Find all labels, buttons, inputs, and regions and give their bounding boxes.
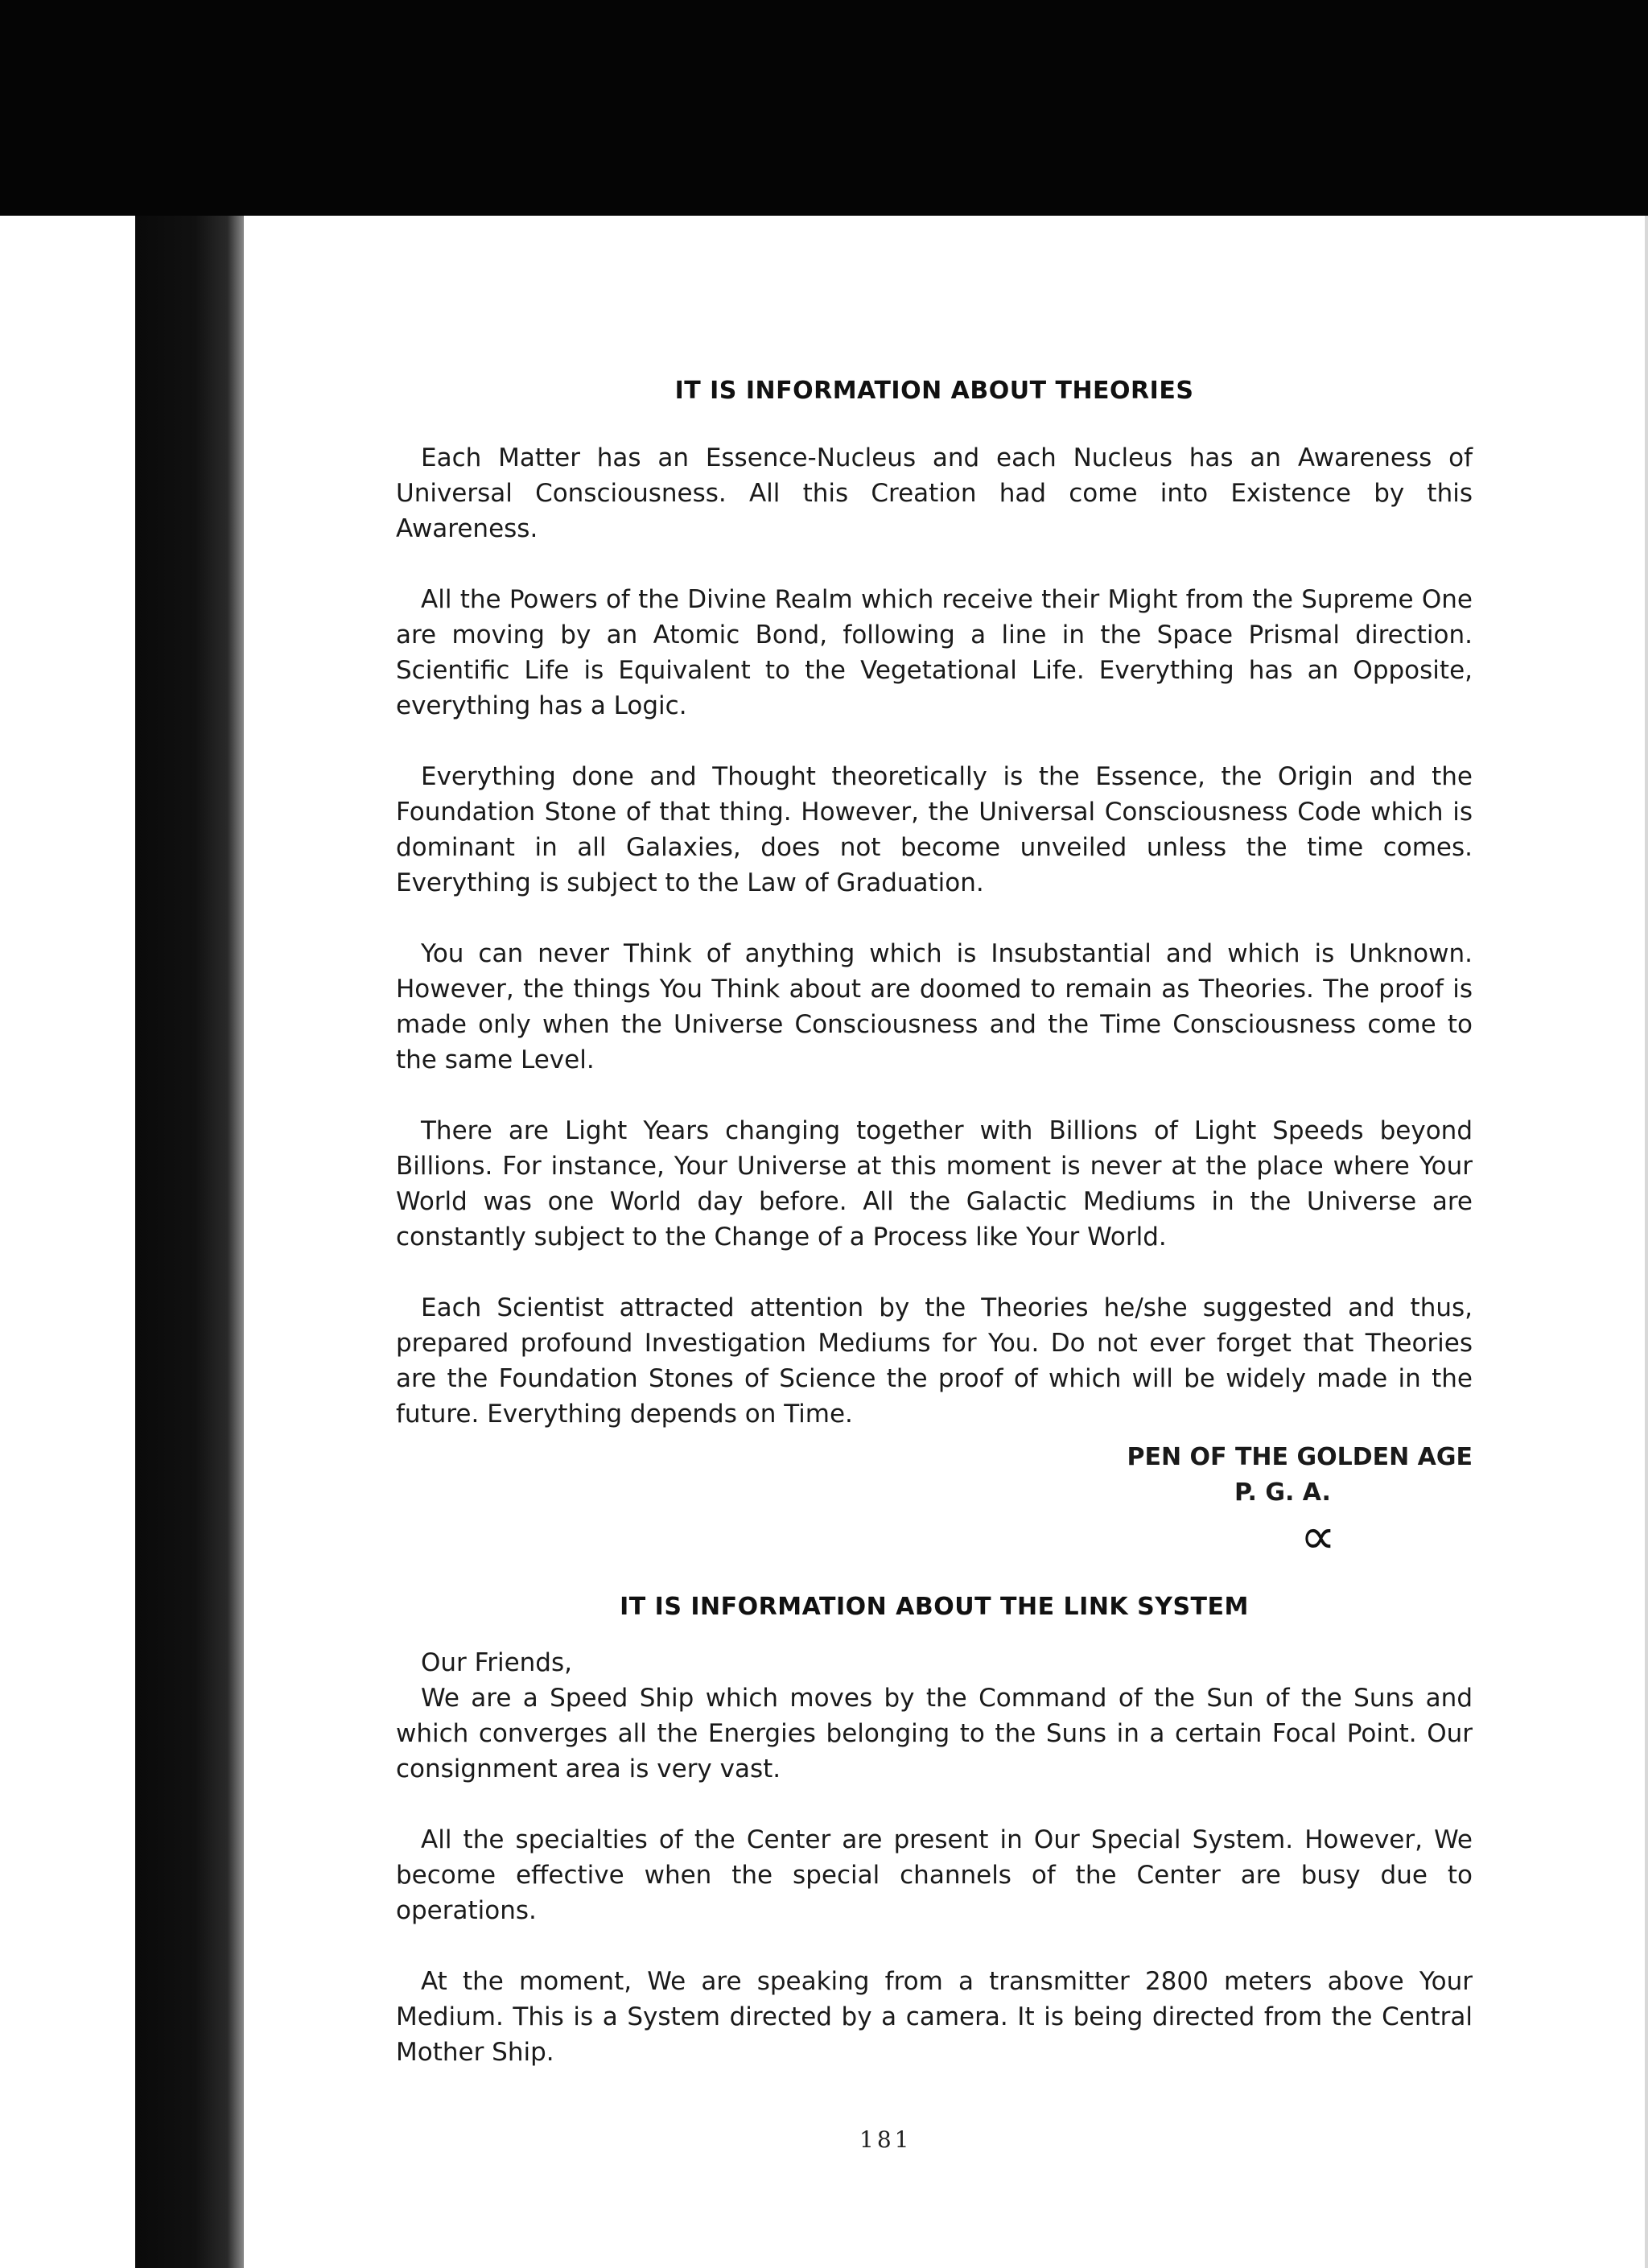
link-system-paragraph: All the specialties of the Center are present in Our Special System. However, We become effective when the special channels of the Center are busy due to operations. <box>396 1825 1473 1925</box>
greeting-line: Our Friends, <box>421 1648 572 1677</box>
signature-name: PEN OF THE GOLDEN AGE <box>1127 1443 1473 1471</box>
page-number: 181 <box>859 2126 913 2153</box>
theories-paragraph: Each Matter has an Essence-Nucleus and each Nucleus has an Awareness of Universal Consciousness. All this Creation had come into Existence by this Awareness. <box>396 443 1473 543</box>
link-system-paragraph: We are a Speed Ship which moves by the Command of the Sun of the Suns and which converges all the Energies belonging to the Suns in a certain Focal Point. Our consignment area is very vast. <box>396 1684 1473 1783</box>
signature-block <box>396 1440 1473 1511</box>
signature-initials: P. G. A. <box>1234 1478 1331 1507</box>
theories-paragraph: All the Powers of the Divine Realm which receive their Might from the Supreme One are moving by an Atomic Bond, following a line in the Space Prismal direction. Scientific Life is Equivalent to the Vegetational Life. Everything has an Opposite, everything has a Logic. <box>396 585 1473 720</box>
theories-paragraph: You can never Think of anything which is Insubstantial and which is Unknown. However, the things You Think about are doomed to remain as Theories. The proof is made only when the Universe Consciousness and the Time Consciousness come to the same Level. <box>396 939 1473 1074</box>
section-theories-heading: IT IS INFORMATION ABOUT THEORIES <box>674 377 1194 405</box>
book-gutter-shadow <box>135 216 244 2268</box>
theories-paragraph: There are Light Years changing together with Billions of Light Speeds beyond Billions. For instance, Your Universe at this moment is never at the place where Your World was one World day before. All the Galactic Mediums in the Universe are constantly subject to the Change of a Process like Your World. <box>396 1116 1473 1252</box>
page-content <box>396 377 1473 2105</box>
theories-paragraph: Everything done and Thought theoretically is the Essence, the Origin and the Foundation Stone of that thing. However, the Universal Consciousness Code which is dominant in all Galaxies, does not become unveiled unless the time comes. Everything is subject to the Law of Graduation. <box>396 762 1473 897</box>
page-right-edge <box>1645 216 1648 2268</box>
alpha-symbol-icon: ∝ <box>1300 1507 1336 1565</box>
previous-page-strip <box>0 216 145 2268</box>
link-system-paragraph: At the moment, We are speaking from a transmitter 2800 meters above Your Medium. This is a System directed by a camera. It is being directed from the Central Mother Ship. <box>396 1967 1473 2067</box>
theories-paragraph: Each Scientist attracted attention by the Theories he/she suggested and thus, prepared profound Investigation Mediums for You. Do not ever forget that Theories are the Foundation Stones of Science the proof of which will be widely made in the future. Everything depends on Time. <box>396 1293 1473 1429</box>
scan-top-dark-band <box>0 0 1648 216</box>
section-link-system-heading: IT IS INFORMATION ABOUT THE LINK SYSTEM <box>620 1593 1249 1621</box>
